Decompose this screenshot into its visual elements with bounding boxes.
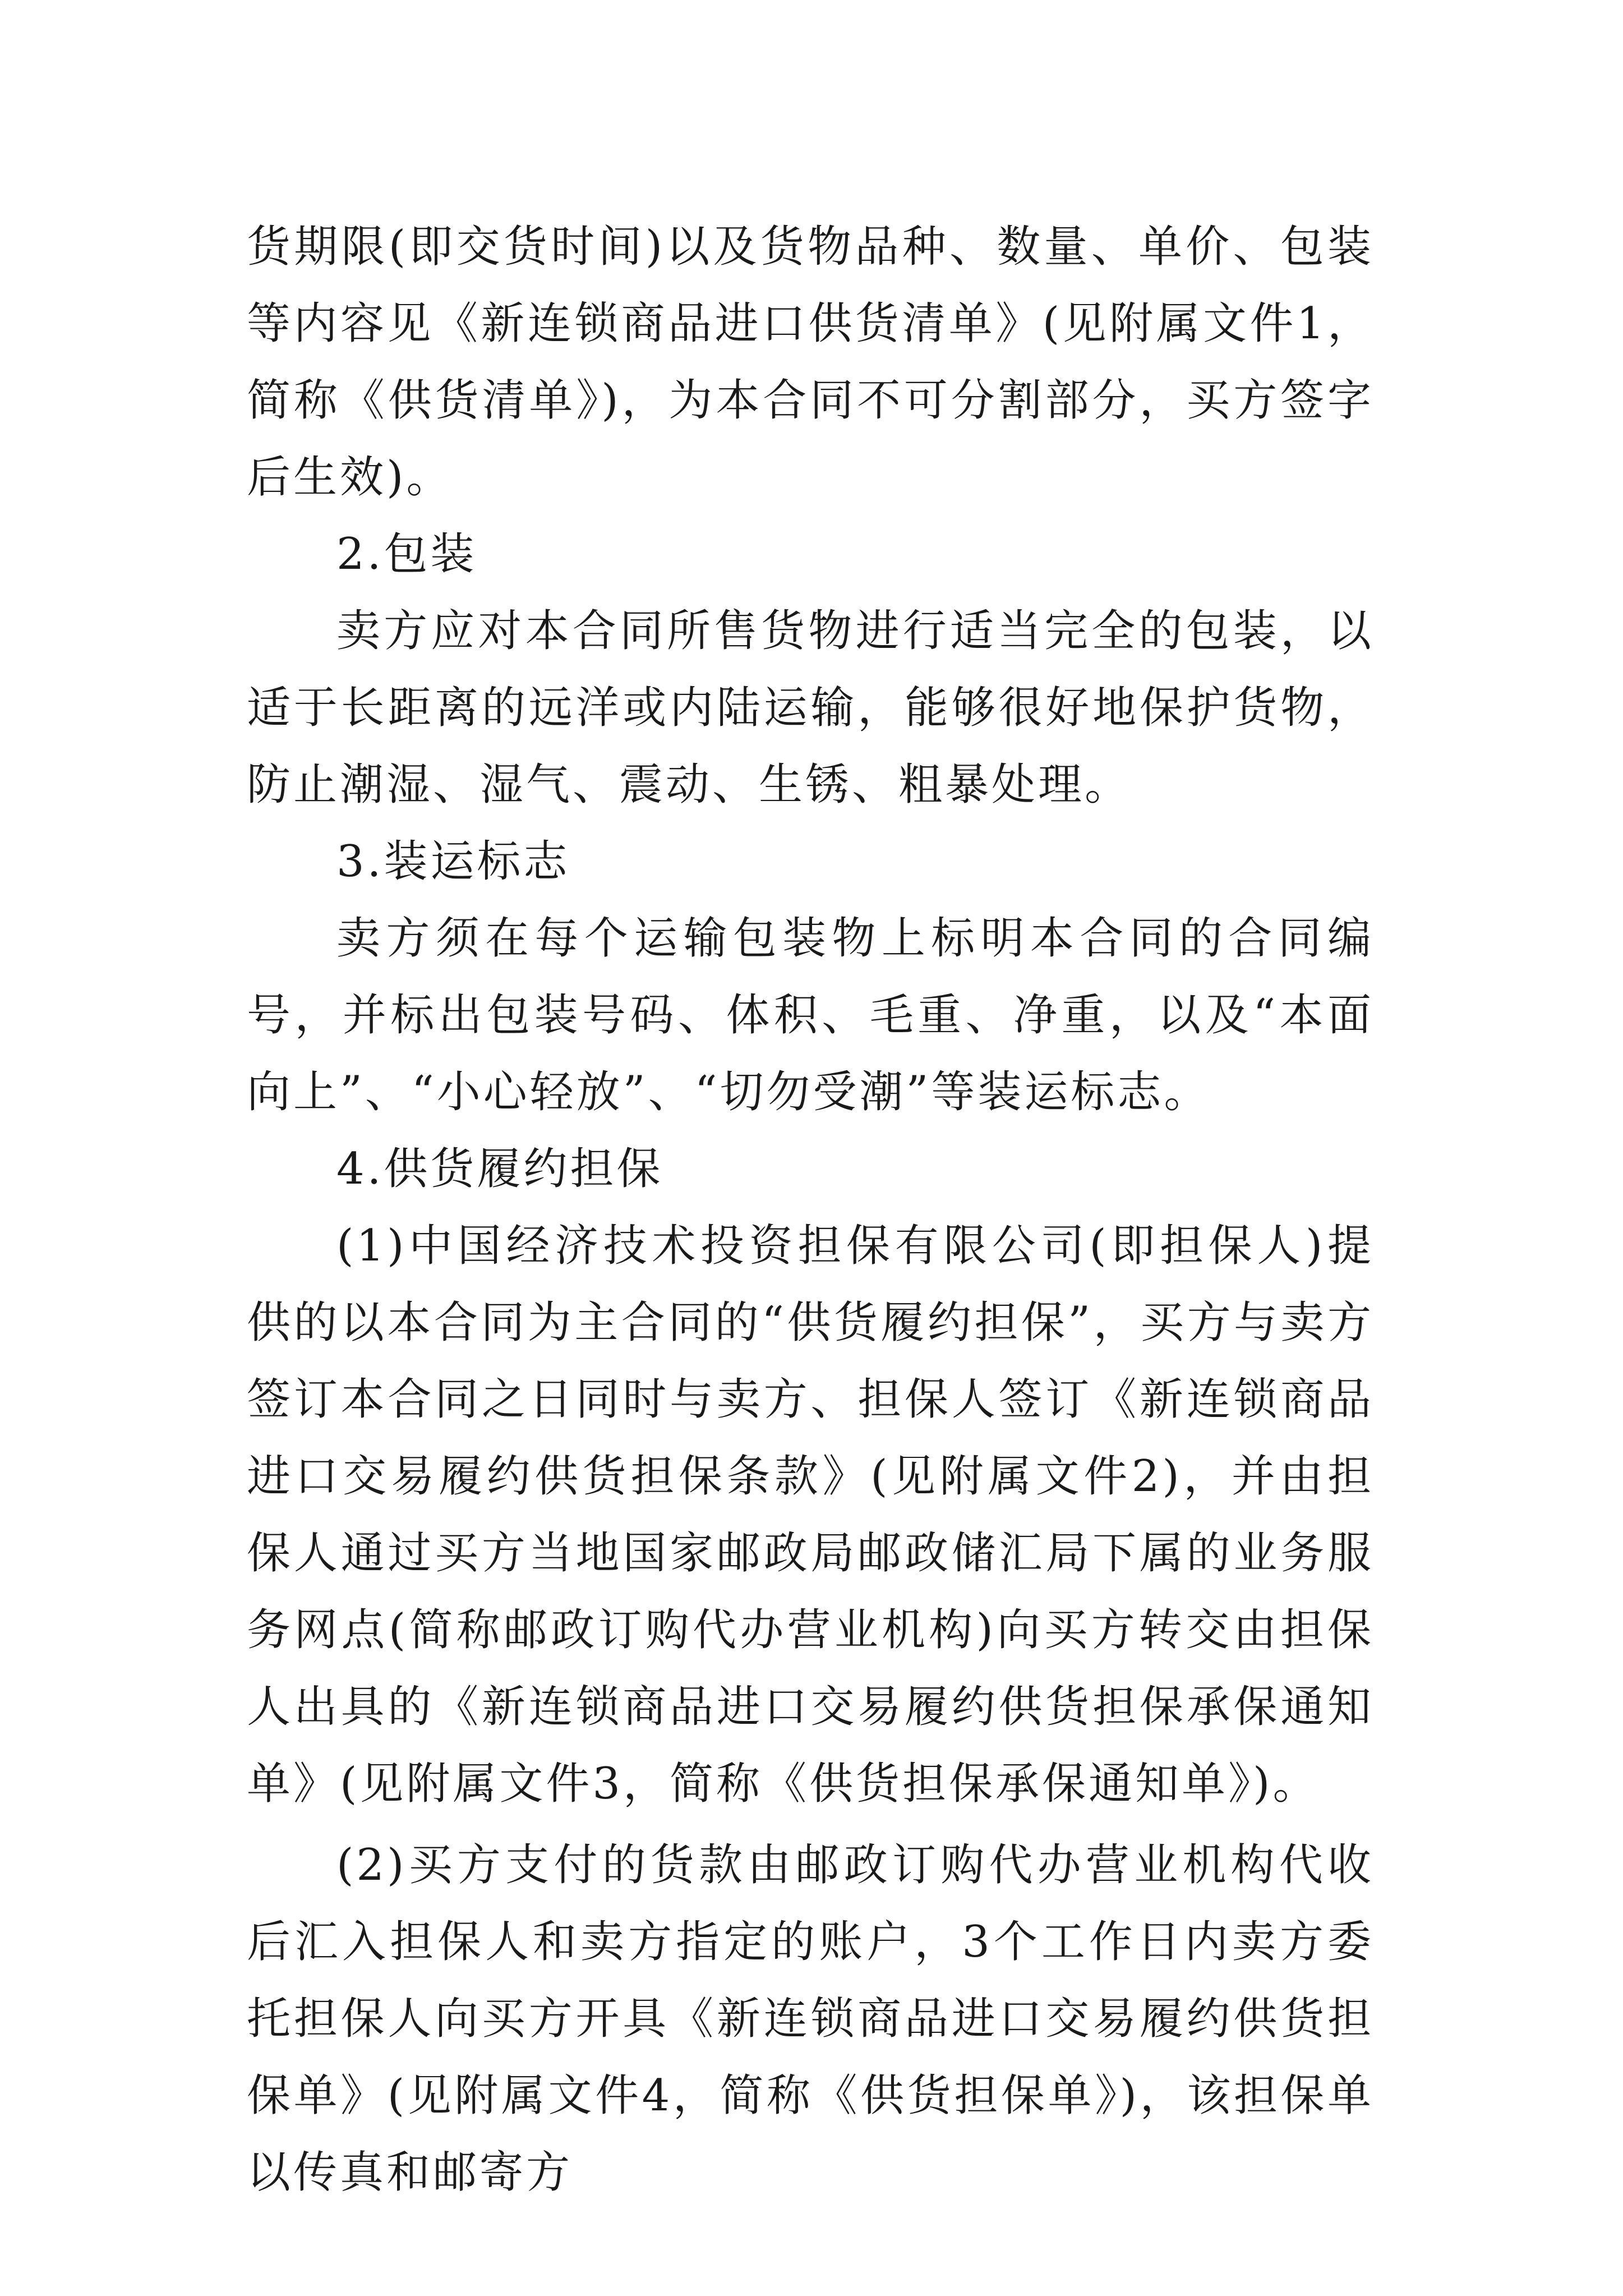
paragraph-continuation: 货期限(即交货时间)以及货物品种、数量、单价、包装等内容见《新连锁商品进口供货清单》(见附属文件1，简称《供货清单》)，为本合同不可分割部分，买方签字后生效)。: [247, 222, 1374, 503]
paragraph-packaging: 卖方应对本合同所售货物进行适当完全的包装，以适于长距离的远洋或内陆运输，能够很好地保护货物，防止潮湿、湿气、震动、生锈、粗暴处理。: [247, 606, 1374, 810]
paragraph-spacer: [247, 1823, 1374, 1827]
paragraph-guarantee-1: (1)中国经济技术投资担保有限公司(即担保人)提供的以本合同为主合同的“供货履约担保”，买方与卖方签订本合同之日同时与卖方、担保人签订《新连锁商品进口交易履约供货担保条款》(见附属文件2)，并由担保人通过买方当地国家邮政局邮政储汇局下属的业务服务网点(简称邮政订购代办营业机构)向买方转交由担保人出具的《新连锁商品进口交易履约供货担保承保通知单》(见附属文件3，简称《供货担保承保通知单》)。: [247, 1221, 1374, 1809]
paragraph-shipping-marks: 卖方须在每个运输包装物上标明本合同的合同编号，并标出包装号码、体积、毛重、净重，以及“本面向上”、“小心轻放”、“切勿受潮”等装运标志。: [247, 913, 1374, 1117]
document-body: [247, 209, 1374, 2211]
paragraph-guarantee-2: (2)买方支付的货款由邮政订购代办营业机构代收后汇入担保人和卖方指定的账户，3个工作日内卖方委托担保人向买方开具《新连锁商品进口交易履约供货担保单》(见附属文件4，简称《供货担保单》)，该担保单以传真和邮寄方: [247, 1840, 1374, 2198]
section-heading-shipping-marks: 3.装运标志: [336, 836, 570, 887]
section-heading-performance-guarantee: 4.供货履约担保: [336, 1144, 663, 1194]
section-heading-packaging: 2.包装: [336, 529, 477, 579]
